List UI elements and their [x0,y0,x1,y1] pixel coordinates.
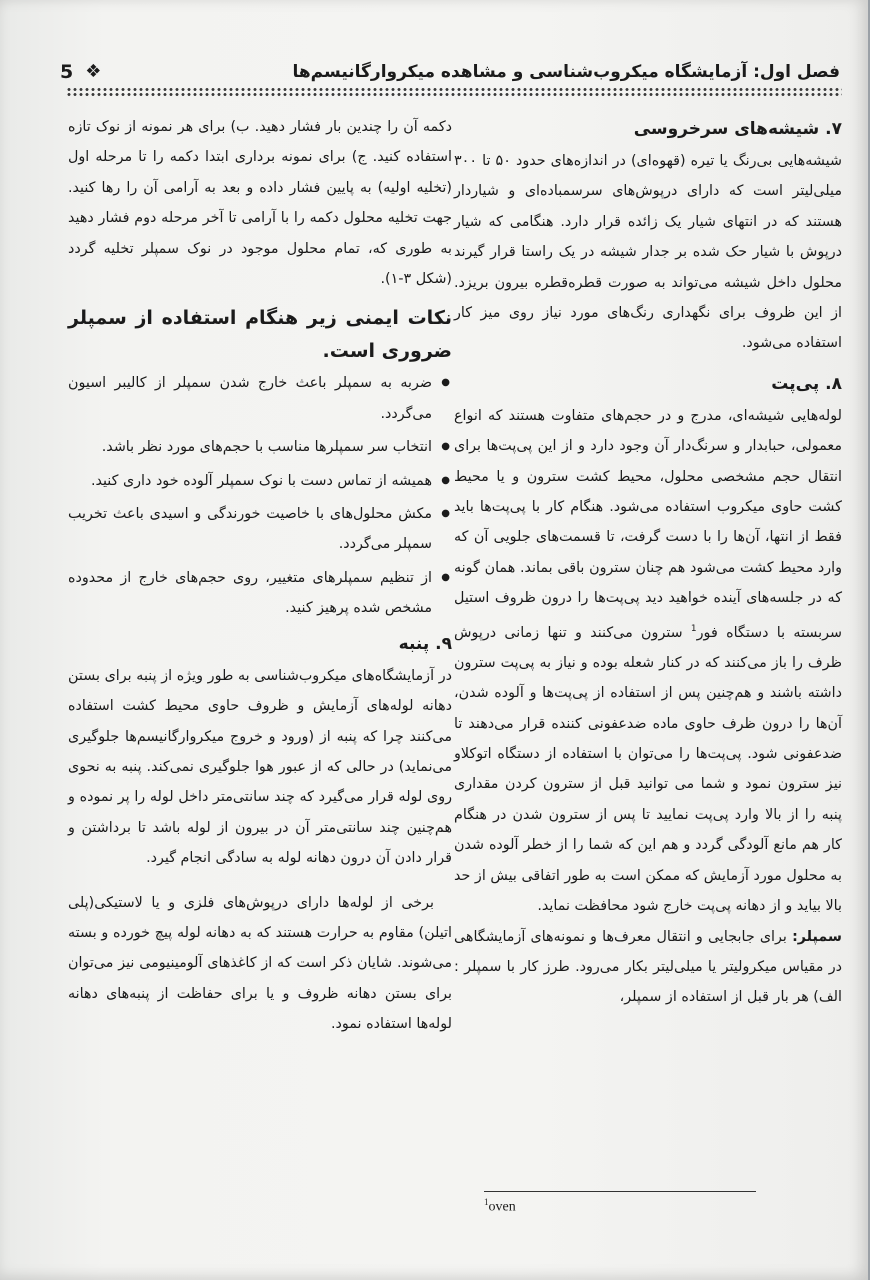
footnote-mark: 1 [484,1197,489,1207]
sampler-text: برای جابجایی و انتقال معرف‌ها و نمونه‌های آزمایشگاهی در مقیاس میکرولیتر یا میلی‌لیتر بکار می‌رود. طرز کار با سمپلر : الف) هر بار قبل از استفاده از سمپلر، [454,928,842,1006]
header-left-group [60,61,101,83]
safety-item: ● همیشه از تماس دست با نوک سمپلر آلوده خود داری کنید. [68,466,452,496]
safety-item: ● انتخاب سر سمپلرها مناسب با حجم‌های مورد نظر باشد. [68,432,452,462]
section-7-heading: ۷. شیشه‌های سرخروسی [633,119,842,139]
section-8-text-a: لوله‌هایی شیشه‌ای، مدرج و در حجم‌های متفاوت هستند که انواع معمولی، حبابدار و سرنگ‌دار آن وجود دارد و از این پی‌پت‌ها برای انتقال حجم مشخصی محلول، محیط کشت سترون و یا محیط کشت حاوی میکروب استفاده می‌شود. هنگام کار با پی‌پت‌ها باید فقط از انتها، آن‌ها را با دست گرفت، تا قسمت‌های جلویی آن که وارد محیط کشت می‌شود هم چنان سترون باقی بماند. همان گونه که در جلسه‌های آینده خواهید دید پی‌پت‌ها را درون ظروف استیل سربسته با دستگاه فور [454,407,842,641]
diamond-ornament-icon: ❖ [85,61,102,82]
section-7-body: شیشه‌هایی بی‌رنگ یا تیره (قهوه‌ای) در اندازه‌های حدود ۵۰ تا ۳۰۰ میلی‌لیتر است که دارای درپوش‌های سرسمباده‌ای و شیاردار هستند که در انتهای شیار یک زائده قرار دارد. هنگامی که شیار درپوش با شیار حک شده بر جدار شیشه در یک راستا قرار گیرند محلول داخل شیشه می‌تواند به صورت قطره‌قطره بیرون بریزد. از این ظروف برای نگهداری رنگ‌های مورد نیاز روی میز کار استفاده می‌شود. [454,153,842,352]
safety-list [68,368,452,623]
safety-item: ● از تنظیم سمپلرهای متغییر، روی حجم‌های خارج از محدوده مشخص شده پرهیز کنید. [68,563,452,624]
section-9-body: در آزمایشگاه‌های میکروب‌شناسی به طور ویژه از پنبه برای بستن دهانه لوله‌های آزمایش و ظروف حاوی محیط کشت استفاده می‌کنند چرا که پنبه از (ورود و خروج میکروارگانیسم‌ها جلوگیری می‌نماید) در حالی که از عبور هوا جلوگیری نمی‌کند. پنبه به نحوی روی لوله قرار می‌گیرد که چند سانتی‌متر داخل لوله را پر نموده و هم‌چنین چند سانتی‌متر آن در بیرون از لوله باشد تا برداشتن و قرار دادن آن درون دهانه لوله به سادگی انجام گیرد. [68,667,452,867]
safety-item: ● مکش محلول‌های با خاصیت خورندگی و اسیدی باعث تخریب سمپلر می‌گردد. [68,499,452,560]
section-8-heading: ۸. پی‌پت [771,373,842,394]
section-9-heading: ۹. پنبه [398,633,452,654]
sampler-term: سمپلر: [792,928,842,945]
dotted-header-rule [66,87,842,97]
sampler-paragraph [454,922,842,1013]
left-column [68,112,452,1040]
safety-item: ● ضربه به سمپلر باعث خارج شدن سمپلر از کالیبر اسیون می‌گردد. [68,368,452,429]
page-number: 5 [60,61,74,83]
right-column [454,112,842,1013]
sampler-continuation: دکمه آن را چندین بار فشار دهید. ب) برای هر نمونه از نوک تازه استفاده کنید. ج) برای نمونه برداری ابتدا دکمه را تا مرحله اول (تخلیه اولیه) به پایین فشار داده و بعد به آرامی آن را رها کنید. جهت تخلیه محلول دکمه را با آرامی تا آخر مرحله دوم فشار دهید به طوری که، تمام محلول موجود در نوک سمپلر تخلیه گردد (شکل ۳-۱). [68,119,452,288]
footnote-reference: 1 [690,623,697,634]
section-9-body-2: برخی از لوله‌ها دارای درپوش‌های فلزی و یا لاستیکی(پلی اتیلن) مقاوم به حرارت هستند که به دهانه لوله پیچ خورده و بسته می‌شوند. شایان ذکر است که از کاغذهای آلومینیومی نیز می‌توان برای بستن دهانه ظروف و یا برای حفاظت از پنبه‌های دهانه لوله‌ها استفاده نمود. [68,894,452,1033]
section-8-text-b: سترون می‌کنند و تنها زمانی درپوش ظرف را باز می‌کنند که در کنار شعله بوده و نیاز به پی‌پت سترون داشته باشند و هم‌چنین پس از استفاده از پی‌پت‌ها و آلوده شدن، آن‌ها را درون ظرف حاوی ماده ضدعفونی کننده قرار می‌دهند تا ضدعفونی شود. پی‌پت‌ها را می‌توان با استفاده از دستگاه اتوکلاو نیز سترون نمود و شما می توانید قبل از سترون کردن مقداری پنبه را از بالا وارد پی‌پت نمایید تا پس از سترون شدن در هنگام کار هم مانع آلودگی گردد و هم این که شما را از خطر آلوده شدن به محلول مورد آزمایش که ممکن است به طور اتفاقی بیش از حد بالا بیاید و از دهانه پی‌پت خارج شود محافظت نماید. [454,624,842,915]
footnote-rule [484,1191,756,1192]
chapter-title: فصل اول: آزمایشگاه میکروب‌شناسی و مشاهده میکروارگانیسم‌ها [292,62,840,82]
safety-heading: نکات ایمنی زیر هنگام استفاده از سمپلر ضروری است. [68,307,452,363]
footnote [484,1197,516,1216]
footnote-text: oven [488,1199,516,1215]
section-8-body [454,401,842,922]
page-header [60,58,840,86]
